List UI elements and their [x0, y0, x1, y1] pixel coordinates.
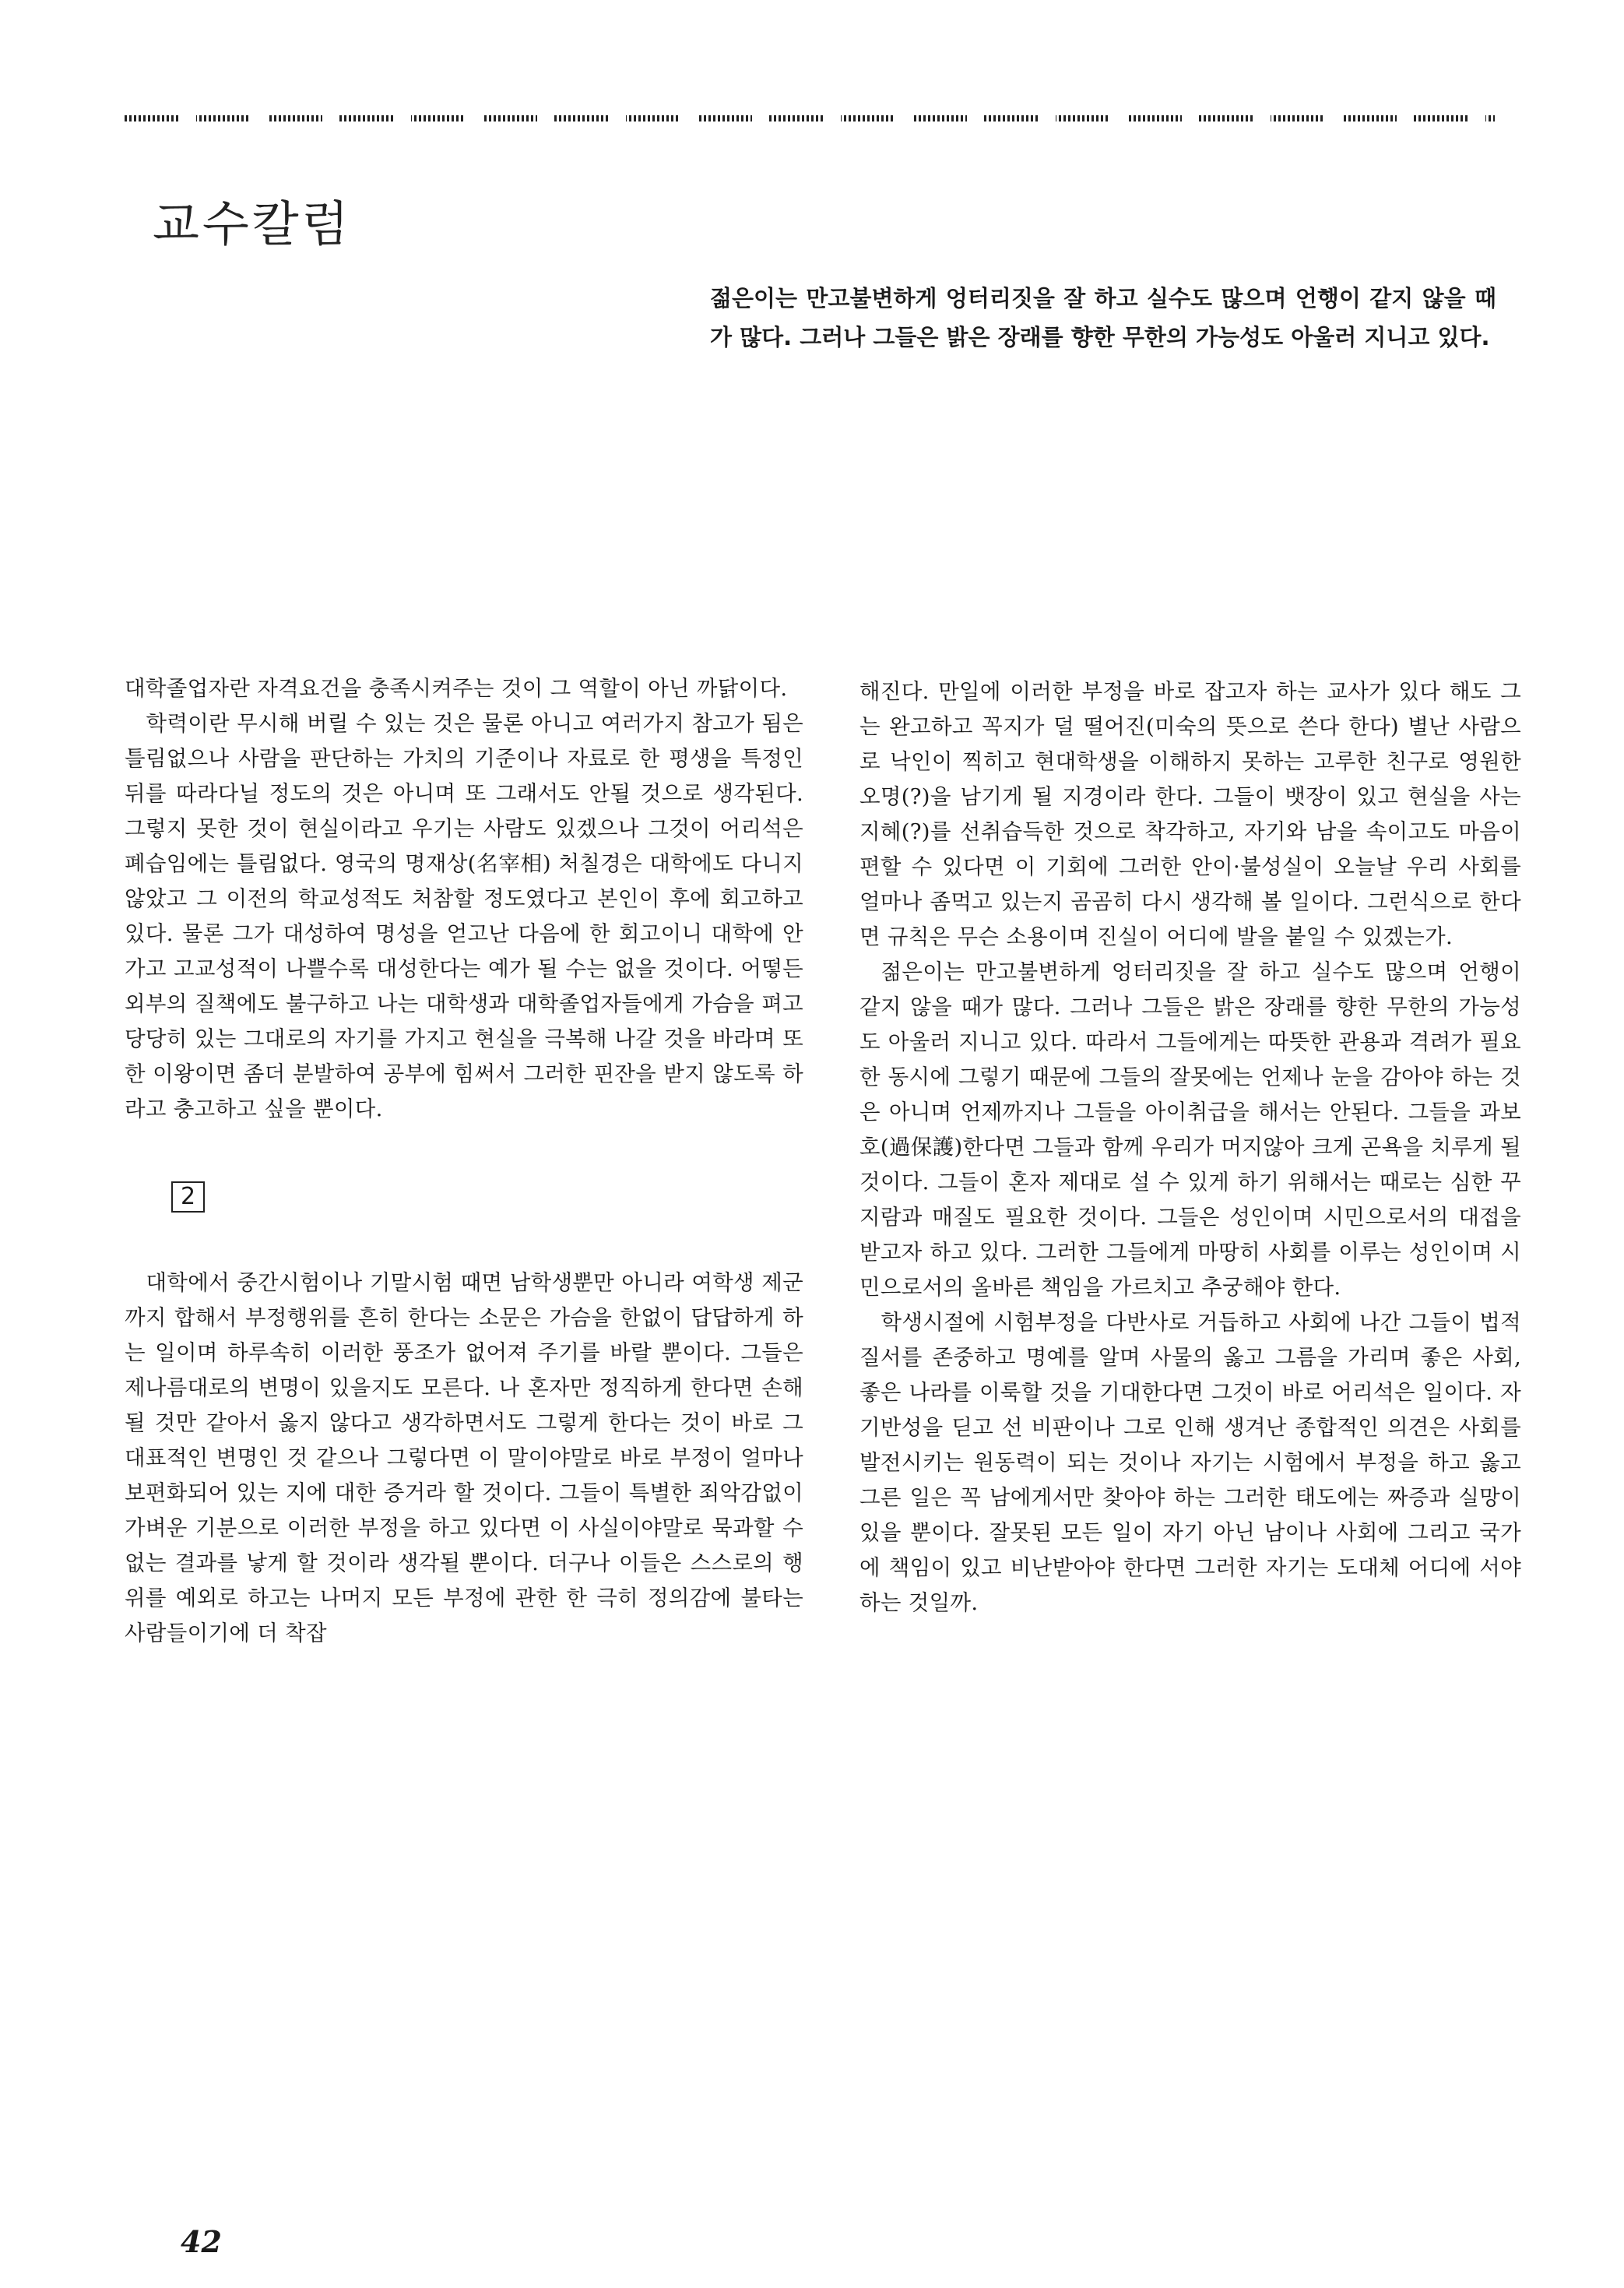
left-column — [125, 671, 803, 1651]
right-column — [859, 674, 1521, 1621]
page-number: 42 — [181, 2224, 222, 2259]
left-paragraph-3: 대학에서 중간시험이나 기말시험 때면 남학생뿐만 아니라 여학생 제군까지 합해서 부정행위를 흔히 한다는 소문은 가슴을 한없이 답답하게 하는 일이며 하루속히 이러한 풍조가 없어져 주기를 바랄 뿐이다. 그들은 제나름대로의 변명이 있을지도 모른다. 나 혼자만 정직하게 한다면 손해될 것만 같아서 옳지 않다고 생각하면서도 그렇게 한다는 것이 바로 그 대표적인 변명인 것 같으나 그렇다면 이 말이야말로 바로 부정이 얼마나 보편화되어 있는 지에 대한 증거라 할 것이다. 그들이 특별한 죄악감없이 가벼운 기분으로 이러한 부정을 하고 있다면 이 사실이야말로 묵과할 수 없는 결과를 낳게 할 것이라 생각될 뿐이다. 더구나 이들은 스스로의 행위를 예외로 하고는 나머지 모든 부정에 관한 한 극히 정의감에 불타는 사람들이기에 더 착잡 — [125, 1270, 803, 1646]
top-decorative-rule — [125, 115, 1495, 121]
right-paragraph-2: 젊은이는 만고불변하게 엉터리짓을 잘 하고 실수도 많으며 언행이 같지 않을 때가 많다. 그러나 그들은 밝은 장래를 향한 무한의 가능성도 아울러 지니고 있다. 따라서 그들에게는 따뜻한 관용과 격려가 필요한 동시에 그렇기 때문에 그들의 잘못에는 언제나 눈을 감아야 하는 것은 아니며 언제까지나 그들을 아이취급을 해서는 안된다. 그들을 과보호(過保護)한다면 그들과 함께 우리가 머지않아 크게 곤욕을 치루게 될 것이다. 그들이 혼자 제대로 설 수 있게 하기 위해서는 때로는 심한 꾸지람과 매질도 필요한 것이다. 그들은 성인이며 시민으로서의 대접을 받고자 하고 있다. 그러한 그들에게 마땅히 사회를 이루는 성인이며 시민으로서의 올바른 책임을 가르치고 추궁해야 한다. — [859, 959, 1521, 1300]
right-paragraph-3: 학생시절에 시험부정을 다반사로 거듭하고 사회에 나간 그들이 법적 질서를 존중하고 명예를 알며 사물의 옳고 그름을 가리며 좋은 사회, 좋은 나라를 이룩할 것을 기대한다면 그것이 바로 어리석은 일이다. 자기반성을 딛고 선 비판이나 그로 인해 생겨난 종합적인 의견은 사회를 발전시키는 원동력이 되는 것이나 자기는 시험에서 부정을 하고 옳고 그른 일은 꼭 남에게서만 찾아야 하는 그러한 태도에는 짜증과 실망이 있을 뿐이다. 잘못된 모든 일이 자기 아닌 남이나 사회에 그리고 국가에 책임이 있고 비난받아야 한다면 그러한 자기는 도대체 어디에 서야 하는 것일까. — [859, 1310, 1521, 1615]
right-paragraph-1: 해진다. 만일에 이러한 부정을 바로 잡고자 하는 교사가 있다 해도 그는 완고하고 꼭지가 덜 떨어진(미숙의 뜻으로 쓴다 한다) 별난 사람으로 낙인이 찍히고 현대학생을 이해하지 못하는 고루한 친구로 영원한 오명(?)을 남기게 될 지경이라 한다. 그들이 뱃장이 있고 현실을 사는 지혜(?)를 선취습득한 것으로 착각하고, 자기와 남을 속이고도 마음이 편할 수 있다면 이 기회에 그러한 안이·불성실이 오늘날 우리 사회를 얼마나 좀먹고 있는지 곰곰히 다시 생각해 볼 일이다. 그런식으로 한다면 규칙은 무슨 소용이며 진실이 어디에 발을 붙일 수 있겠는가. — [859, 679, 1521, 949]
section-number-box: 2 — [171, 1181, 205, 1213]
left-paragraph-2: 학력이란 무시해 버릴 수 있는 것은 물론 아니고 여러가지 참고가 됨은 틀림없으나 사람을 판단하는 가치의 기준이나 자료로 한 평생을 특정인 뒤를 따라다닐 정도의 것은 아니며 또 그래서도 안될 것으로 생각된다. 그렇지 못한 것이 현실이라고 우기는 사람도 있겠으나 그것이 어리석은 폐습임에는 틀림없다. 영국의 명재상(名宰相) 처칠경은 대학에도 다니지 않았고 그 이전의 학교성적도 처참할 정도였다고 본인이 후에 회고하고 있다. 물론 그가 대성하여 명성을 얻고난 다음에 한 회고이니 대학에 안가고 고교성적이 나쁠수록 대성한다는 예가 될 수는 없을 것이다. 어떻든 외부의 질책에도 불구하고 나는 대학생과 대학졸업자들에게 가슴을 펴고 당당히 있는 그대로의 자기를 가지고 현실을 극복해 나갈 것을 바라며 또한 이왕이면 좀더 분발하여 공부에 힘써서 그러한 핀잔을 받지 않도록 하라고 충고하고 싶을 뿐이다. — [125, 711, 803, 1121]
section-title: 교수칼럼 — [153, 195, 352, 252]
lead-summary: 젊은이는 만고불변하게 엉터리짓을 잘 하고 실수도 많으며 언행이 같지 않을 때가 많다. 그러나 그들은 밝은 장래를 향한 무한의 가능성도 아울러 지니고 있다. — [710, 285, 1496, 350]
left-paragraph-1: 대학졸업자란 자격요건을 충족시켜주는 것이 그 역할이 아닌 까닭이다. — [125, 676, 788, 701]
